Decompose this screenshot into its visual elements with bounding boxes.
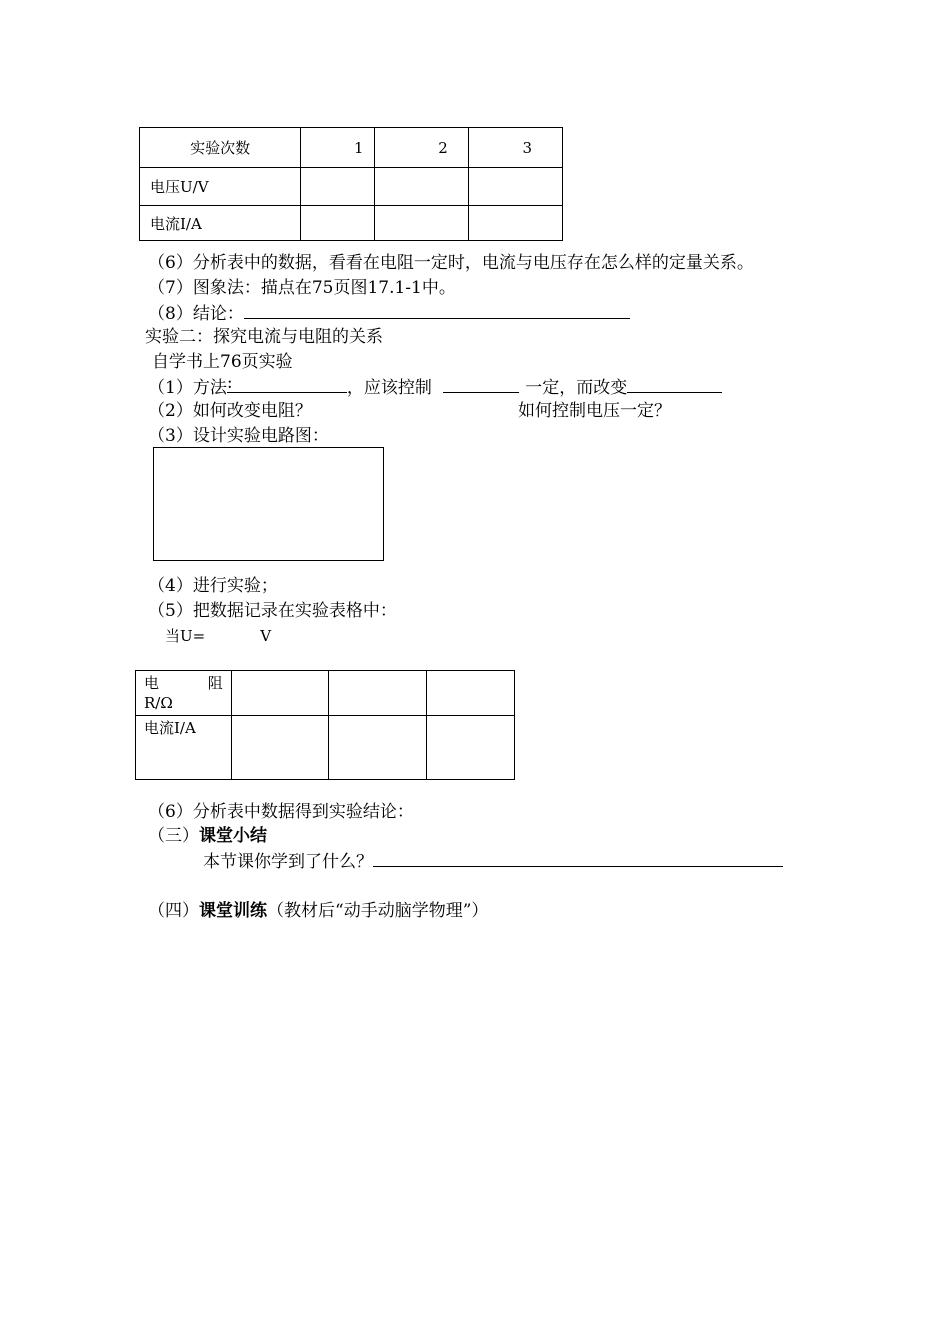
step-8-conclusion [148,302,630,325]
section-4-note: （教材后“动手动脑学物理”） [267,901,489,921]
table-row [140,168,563,206]
experiment-2-self-study: 自学书上76页实验 [152,352,293,372]
voltage-condition [165,625,271,647]
row-label-resistance [136,671,232,716]
table-header-cell: 实验次数 [140,128,301,168]
table-cell[interactable] [301,206,374,241]
resistance-unit: R/Ω [144,694,173,712]
step-6-conclusion: （6）分析表中数据得到实验结论： [148,802,414,822]
table-cell[interactable] [231,716,328,780]
row-label-voltage: 电压U/V [140,168,301,206]
table-cell[interactable] [468,168,562,206]
table-cell[interactable] [329,716,426,780]
table-header-cell: 3 [468,128,562,168]
table-cell[interactable] [426,716,514,780]
data-table-resistance-current [135,670,515,780]
voltage-label: 当U= [165,627,206,645]
step-6-analysis: （6）分析表中的数据，看看在电阻一定时，电流与电压存在怎么样的定量关系。 [148,253,754,273]
section-4-heading [148,900,488,922]
experiment-2-title: 实验二：探究电流与电阻的关系 [145,327,383,347]
resistance-label-char: 电 [144,674,160,692]
table-row [136,671,515,716]
method-blank[interactable] [226,373,347,393]
summary-question-label: 本节课你学到了什么？ [203,852,373,872]
data-table-voltage-current [139,127,563,241]
table-header-cell: 1 [301,128,374,168]
step-5-record-data: （5）把数据记录在实验表格中： [148,601,397,621]
table-cell[interactable] [329,671,426,716]
method-colon: : [226,373,233,393]
table-row [140,128,563,168]
section-4-prefix: （四） [148,901,199,921]
section-3-prefix: （三） [148,826,199,846]
table-cell[interactable] [426,671,514,716]
step-2-control-voltage: 如何控制电压一定？ [518,401,671,421]
step-1-method [148,373,722,399]
change-blank[interactable] [627,376,722,393]
control-label: ，应该控制 [346,378,432,398]
resistance-label-char: 阻 [207,674,223,692]
section-4-title: 课堂训练 [199,901,267,921]
control-blank[interactable] [443,376,519,393]
row-label-current: 电流I/A [140,206,301,241]
table-cell[interactable] [301,168,374,206]
section-3-heading [148,825,267,847]
step-7-graph: （7）图象法：描点在75页图17.1-1中。 [148,278,456,298]
method-label: （1）方法 [148,378,227,398]
table-cell[interactable] [374,206,468,241]
table-row [136,716,515,780]
row-label-current: 电流I/A [136,716,232,780]
table-row [140,206,563,241]
circuit-diagram-box[interactable] [153,447,384,561]
table-cell[interactable] [231,671,328,716]
summary-blank[interactable] [373,850,783,867]
section-3-title: 课堂小结 [199,826,267,846]
step-3-circuit-design: （3）设计实验电路图： [148,426,329,446]
step-2-change-resistance: （2）如何改变电阻？ [148,401,312,421]
step-4-experiment: （4）进行实验； [148,576,278,596]
table-cell[interactable] [374,168,468,206]
conclusion-label: （8）结论： [148,304,244,324]
change-label: 一定，而改变 [525,378,628,398]
summary-question [203,850,783,873]
table-cell[interactable] [468,206,562,241]
table-header-cell: 2 [374,128,468,168]
voltage-unit: V [260,627,272,645]
conclusion-blank[interactable] [244,302,630,319]
